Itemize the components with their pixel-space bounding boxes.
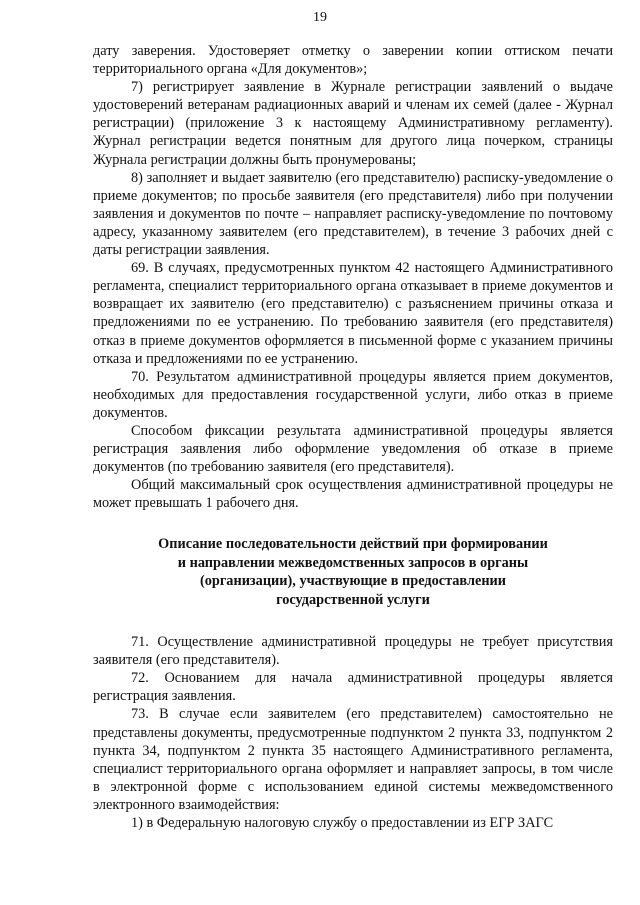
section-heading-line: и направлении межведомственных запросов в органы <box>177 554 529 571</box>
paragraph-71: 71. Осуществление административной процедуры не требует присутствия заявителя (его представителя). <box>93 634 613 669</box>
paragraph-69: 69. В случаях, предусмотренных пунктом 42 настоящего Административного регламента, специалист территориального органа отказывает в приеме документов и возвращает их заявителю (его представителю) с разъяснением причины отказа и предложениями по ее устранению. По требованию заявителя (его представителя) отказ в приеме документов оформляется в письменной форме с указанием причины отказа и предложениями по ее устранению. <box>93 260 613 367</box>
paragraph-sub-1: 1) в Федеральную налоговую службу о предоставлении из ЕГР ЗАГС <box>131 815 554 831</box>
section-heading-line: государственной услуги <box>276 591 430 608</box>
page-body <box>93 42 613 832</box>
section-heading-line: Описание последовательности действий при формировании <box>158 536 548 553</box>
paragraph-continuation: дату заверения. Удостоверяет отметку о заверении копии оттиском печати территориального органа «Для документов»; <box>93 43 613 78</box>
paragraph-max-term: Общий максимальный срок осуществления административной процедуры не может превышать 1 рабочего дня. <box>93 477 613 512</box>
paragraph-fixation: Способом фиксации результата административной процедуры является регистрация заявления либо оформление уведомления об отказе в приеме документов (по требованию заявителя (его представителя). <box>93 422 613 476</box>
paragraph-73: 73. В случае если заявителем (его представителем) самостоятельно не представлены документы, предусмотренные подпунктом 2 пункта 33, подпунктом 2 пункта 34, подпунктом 2 пункта 35 настоящего Административного регламента, специалист территориального органа оформляет и направляет запросы, в том числе в электронной форме с использованием единой системы межведомственного электронного взаимодействия: <box>93 706 613 813</box>
paragraph-item-8: 8) заполняет и выдает заявителю (его представителю) расписку-уведомление о приеме документов; по просьбе заявителя (его представителя) либо при получении заявления и документов по почте – направляет расписку-уведомление по почтовому адресу, указанному заявителем (его представителем), в течение 3 рабочих дней с даты регистрации заявления. <box>93 169 613 259</box>
page-number: 19 <box>313 10 327 25</box>
section-heading <box>93 535 613 609</box>
paragraph-70: 70. Результатом административной процедуры является прием документов, необходимых для предоставления государственной услуги, либо отказ в приеме документов. <box>93 368 613 421</box>
paragraph-72: 72. Основанием для начала административной процедуры является регистрация заявления. <box>93 670 613 705</box>
paragraph-item-7: 7) регистрирует заявление в Журнале регистрации заявлений о выдаче удостоверений ветеранам радиационных аварий и членам их семей (далее - Журнал регистрации) (приложение 3 к настоящему Административному регламенту). Журнал регистрации ведется понятным для другого лица почерком, страницы Журнала регистрации должны быть пронумерованы; <box>93 79 613 168</box>
section-heading-line: (организации), участвующие в предоставлении <box>199 573 507 590</box>
